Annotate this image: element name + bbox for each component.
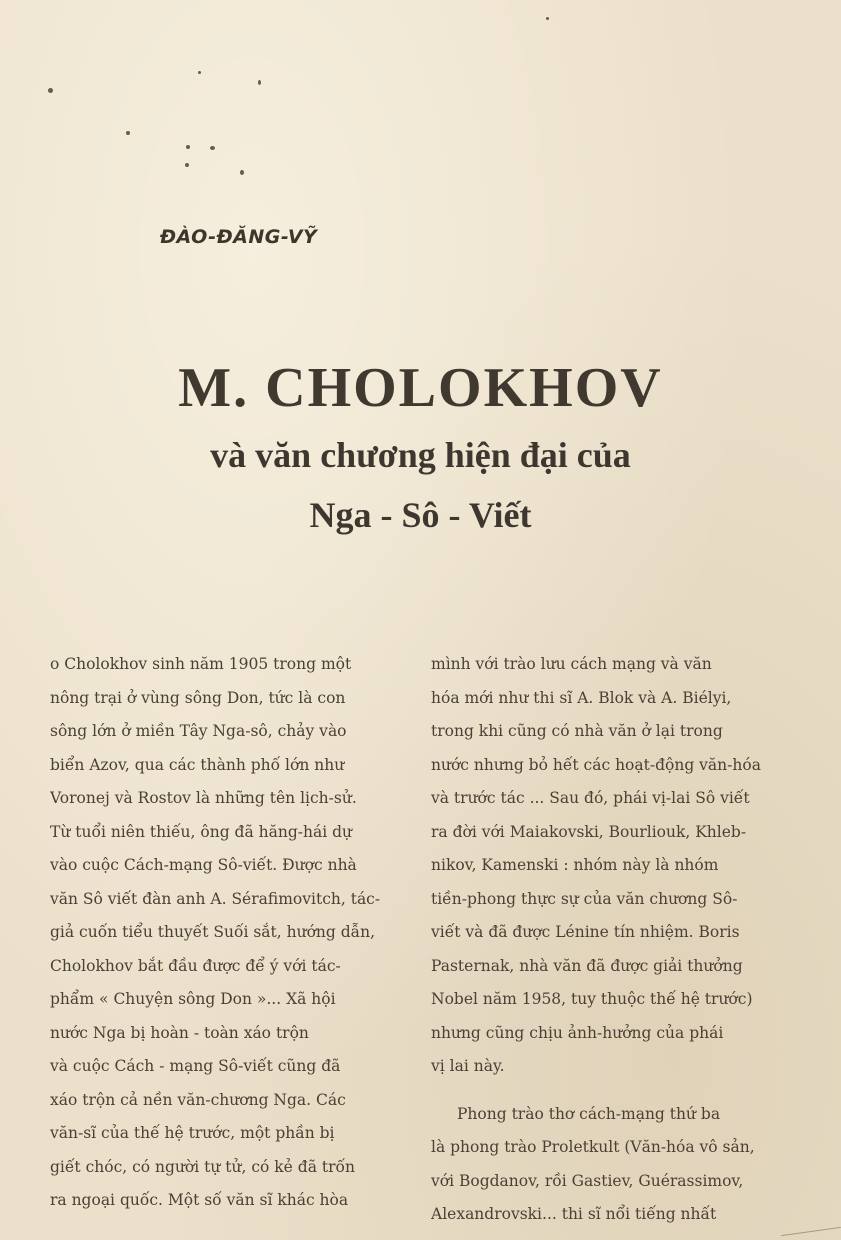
page-crease	[781, 1227, 841, 1236]
body-line: o Cholokhov sinh năm 1905 trong một	[50, 655, 352, 673]
left-column	[50, 648, 405, 1218]
body-line: và trước tác ... Sau đó, phái vị-lai Sô viết	[431, 789, 750, 807]
body-line: với Bogdanov, rồi Gastiev, Guérassimov,	[431, 1171, 744, 1190]
body-line: vào cuộc Cách-mạng Sô-viết. Được nhà	[50, 856, 357, 874]
body-line: văn-sĩ của thế hệ trước, một phần bị	[50, 1124, 335, 1142]
ink-speck	[546, 17, 549, 20]
body-line: Từ tuổi niên thiếu, ông đã hăng-hái dự	[50, 822, 353, 841]
body-line: xáo trộn cả nền văn-chương Nga. Các	[50, 1090, 346, 1109]
body-line: mình với trào lưu cách mạng và văn	[431, 655, 712, 673]
article-subtitle-line-1: và văn chương hiện đại của	[210, 435, 631, 475]
body-line: Cholokhov bắt đầu được để ý với tác-	[50, 956, 341, 975]
body-line: tiền-phong thực sự của văn chương Sô-	[431, 889, 738, 908]
ink-speck	[185, 163, 189, 167]
body-line: hóa mới như thi sĩ A. Blok và A. Biélyi,	[431, 688, 732, 707]
right-column	[431, 648, 787, 1232]
body-line: nước nhưng bỏ hết các hoạt-động văn-hóa	[431, 755, 761, 774]
body-line: viết và đã được Lénine tín nhiệm. Boris	[431, 923, 740, 941]
paragraph-gap	[431, 1084, 787, 1098]
body-line: Nobel năm 1958, tuy thuộc thế hệ trước)	[431, 990, 753, 1008]
body-line: phẩm « Chuyện sông Don »... Xã hội	[50, 990, 336, 1008]
body-line: trong khi cũng có nhà văn ở lại trong	[431, 722, 723, 740]
body-line: Phong trào thơ cách-mạng thứ ba	[457, 1104, 721, 1123]
body-line: và cuộc Cách - mạng Sô-viết cũng đã	[50, 1057, 341, 1075]
body-line: giết chóc, có người tự tử, có kẻ đã trốn	[50, 1157, 355, 1176]
body-line: biển Azov, qua các thành phố lớn như	[50, 755, 345, 774]
ink-speck	[126, 131, 130, 135]
body-line: Voronej và Rostov là những tên lịch-sử.	[50, 789, 357, 807]
article-title: M. CHOLOKHOV	[178, 357, 663, 419]
body-line: Alexandrovski... thi sĩ nổi tiếng nhất	[431, 1205, 717, 1223]
ink-speck	[198, 71, 201, 74]
body-line: nikov, Kamenski : nhóm này là nhóm	[431, 856, 719, 874]
ink-speck	[258, 80, 261, 85]
body-line: giả cuốn tiểu thuyết Suối sắt, hướng dẫn,	[50, 923, 376, 941]
body-line: ra ngoại quốc. Một số văn sĩ khác hòa	[50, 1191, 349, 1209]
ink-speck	[48, 88, 53, 93]
ink-speck	[240, 170, 244, 175]
body-line: văn Sô viết đàn anh A. Sérafimovitch, tác-	[50, 889, 381, 908]
author-name: ĐÀO-ĐĂNG-VỸ	[160, 226, 318, 248]
body-line: Pasternak, nhà văn đã được giải thưởng	[431, 956, 743, 975]
body-line: ra đời với Maiakovski, Bourliouk, Khleb-	[431, 822, 747, 841]
body-line: sông lớn ở miền Tây Nga-sô, chảy vào	[50, 722, 347, 740]
body-line: nhưng cũng chịu ảnh-hưởng của phái	[431, 1023, 724, 1042]
body-line: nông trại ở vùng sông Don, tức là con	[50, 688, 346, 707]
article-subtitle-line-2: Nga - Sô - Viết	[309, 495, 532, 535]
ink-speck	[210, 146, 215, 150]
body-line: vị lai này.	[431, 1057, 505, 1075]
ink-speck	[186, 145, 190, 149]
body-line: là phong trào Proletkult (Văn-hóa vô sản,	[431, 1138, 755, 1156]
body-line: nước Nga bị hoàn - toàn xáo trộn	[50, 1023, 309, 1042]
